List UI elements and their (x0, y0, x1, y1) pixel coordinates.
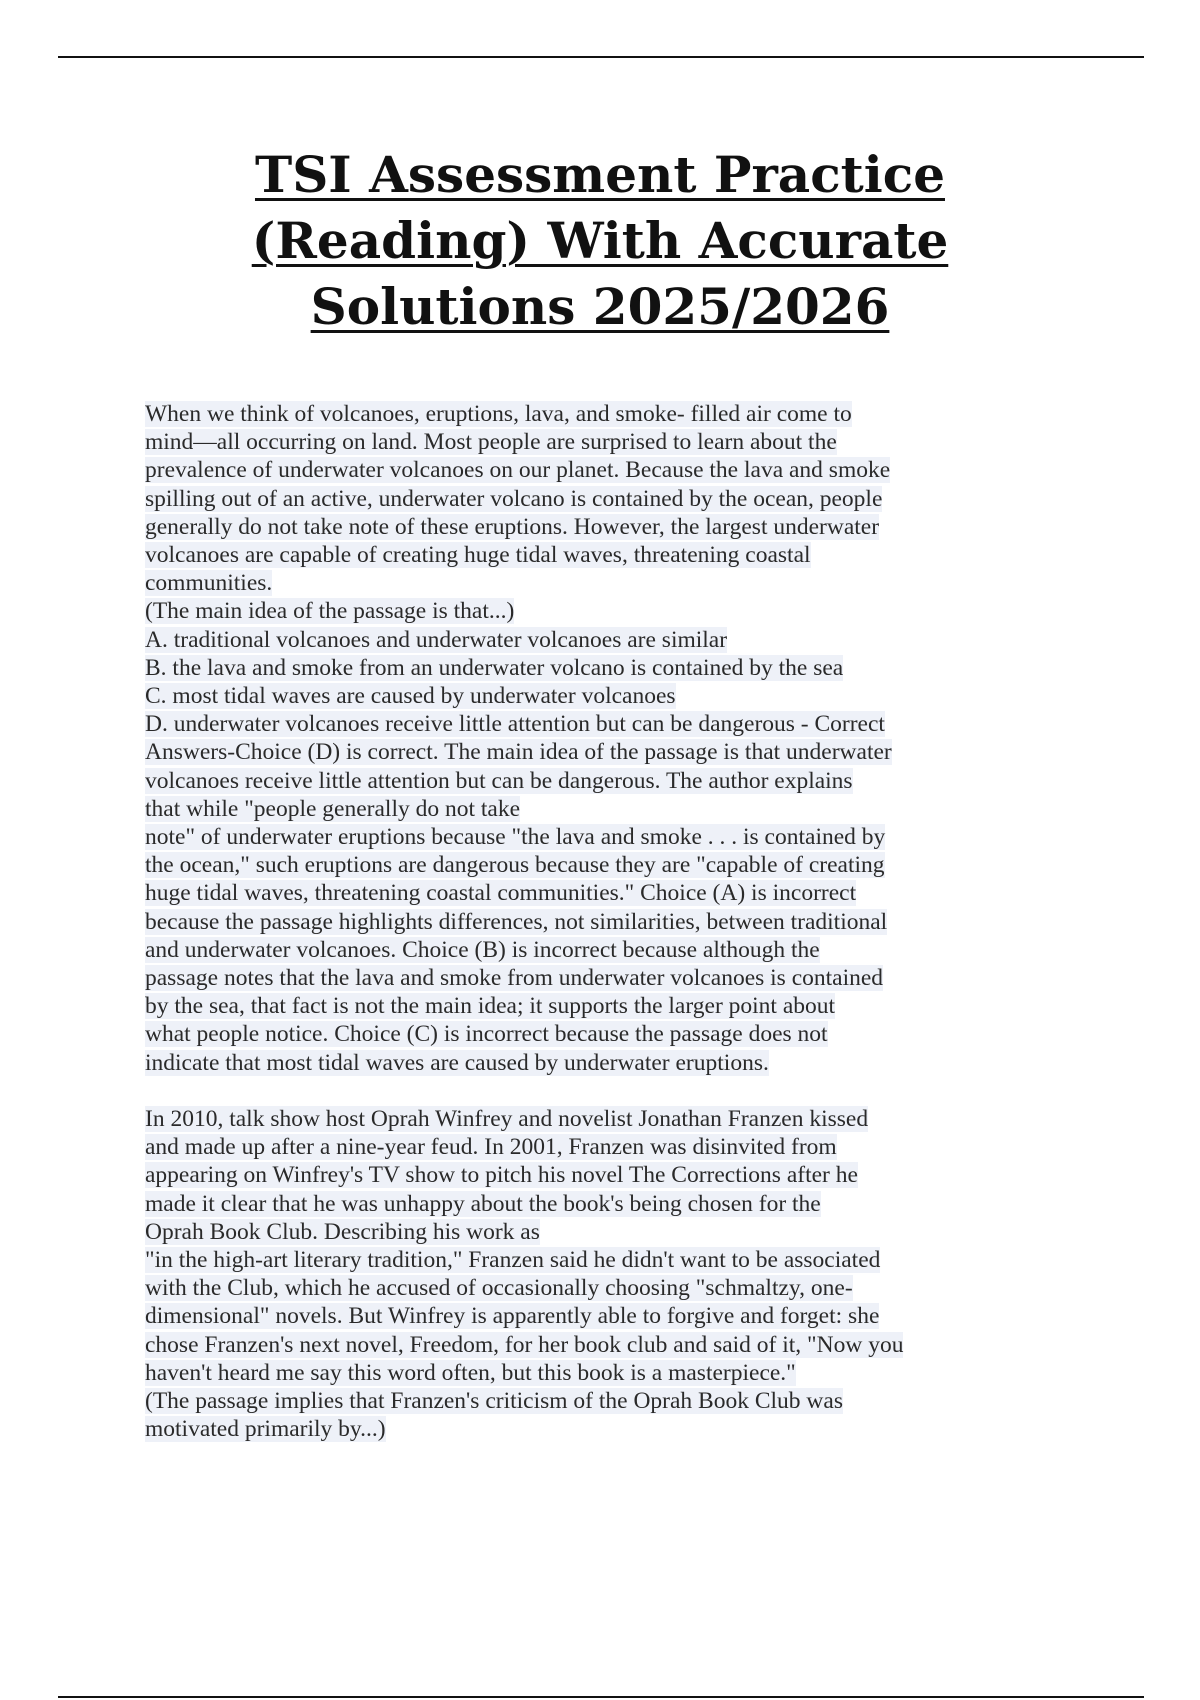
text-line: by the sea, that fact is not the main idea; it supports the larger point about (145, 993, 836, 1020)
text-line: C. most tidal waves are caused by underwater volcanoes (145, 683, 676, 710)
text-line: passage notes that the lava and smoke from underwater volcanoes is contained (145, 965, 884, 992)
text-line: spilling out of an active, underwater volcano is contained by the ocean, people (145, 485, 883, 512)
text-line: the ocean," such eruptions are dangerous because they are "capable of creating (145, 852, 885, 879)
text-line: and made up after a nine-year feud. In 2001, Franzen was disinvited from (145, 1134, 837, 1161)
text-line: indicate that most tidal waves are caused by underwater eruptions. (145, 1049, 769, 1076)
text-line: and underwater volcanoes. Choice (B) is incorrect because although the (145, 936, 820, 963)
title-line: (Reading) With Accurate (251, 211, 949, 270)
text-line: In 2010, talk show host Oprah Winfrey and novelist Jonathan Franzen kissed (145, 1106, 869, 1133)
text-line: chose Franzen's next novel, Freedom, for her book club and said of it, "Now you (145, 1331, 904, 1358)
text-line: volcanoes receive little attention but can be dangerous. The author explains (145, 767, 853, 794)
text-line: When we think of volcanoes, eruptions, lava, and smoke- filled air come to (145, 401, 852, 427)
text-line: "in the high-art literary tradition," Franzen said he didn't want to be associated (145, 1247, 881, 1274)
document-body (145, 400, 1095, 1444)
text-line: with the Club, which he accused of occasionally choosing "schmaltzy, one- (145, 1275, 853, 1302)
top-rule (58, 56, 1144, 58)
text-line: haven't heard me say this word often, but this book is a masterpiece." (145, 1359, 796, 1386)
passage-volcanoes (145, 400, 1095, 1077)
text-line: because the passage highlights differences, not similarities, between traditional (145, 908, 888, 935)
title-line: Solutions 2025/2026 (310, 277, 890, 336)
text-line: huge tidal waves, threatening coastal communities." Choice (A) is incorrect (145, 880, 857, 907)
text-line: note" of underwater eruptions because "the lava and smoke . . . is contained by (145, 824, 886, 851)
text-line: Answers-Choice (D) is correct. The main idea of the passage is that underwater (145, 739, 892, 766)
text-line: B. the lava and smoke from an underwater volcano is contained by the sea (145, 654, 844, 681)
text-line: communities. (145, 570, 273, 597)
text-line: dimensional" novels. But Winfrey is apparently able to forgive and forget: she (145, 1303, 880, 1330)
text-line: mind—all occurring on land. Most people are surprised to learn about the (145, 429, 837, 456)
text-line: (The main idea of the passage is that...) (145, 598, 515, 625)
bottom-rule (58, 1696, 1144, 1698)
text-line: volcanoes are capable of creating huge tidal waves, threatening coastal (145, 542, 811, 569)
text-line: Oprah Book Club. Describing his work as (145, 1218, 540, 1245)
text-line: generally do not take note of these eruptions. However, the largest underwater (145, 513, 880, 540)
text-line: appearing on Winfrey's TV show to pitch his novel The Corrections after he (145, 1162, 858, 1189)
paragraph-gap (145, 1077, 1095, 1105)
text-line: made it clear that he was unhappy about the book's being chosen for the (145, 1190, 821, 1217)
passage-franzen (145, 1105, 1095, 1443)
document-title (100, 142, 1100, 340)
text-line: that while "people generally do not take (145, 795, 521, 822)
title-line: TSI Assessment Practice (254, 145, 945, 204)
text-line: motivated primarily by...) (145, 1416, 386, 1443)
text-line: what people notice. Choice (C) is incorrect because the passage does not (145, 1021, 828, 1048)
text-line: D. underwater volcanoes receive little attention but can be dangerous - Correct (145, 711, 885, 738)
text-line: prevalence of underwater volcanoes on our planet. Because the lava and smoke (145, 457, 891, 484)
text-line: (The passage implies that Franzen's criticism of the Oprah Book Club was (145, 1388, 843, 1415)
text-line: A. traditional volcanoes and underwater volcanoes are similar (145, 626, 728, 653)
